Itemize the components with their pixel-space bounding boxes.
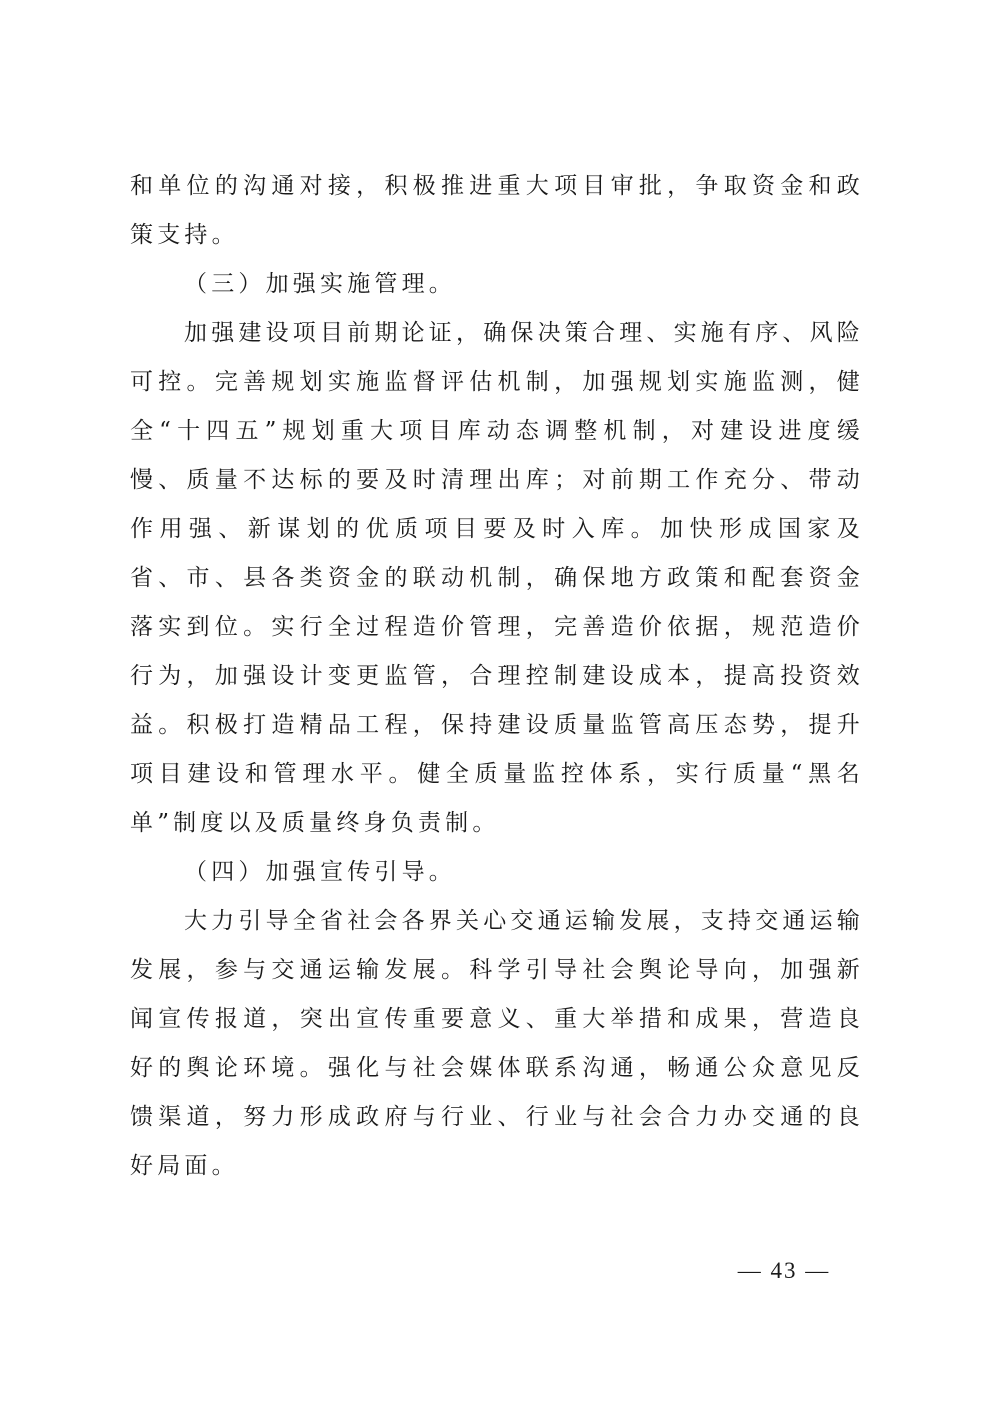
- section-heading-3: （三）加强实施管理。: [184, 271, 456, 297]
- paragraph-publicity-guidance: 大力引导全省社会各界关心交通运输发展，支持交通运输发展，参与交通运输发展。科学引导社会舆论导向，加强新闻宣传报道，突出宣传重要意义、重大举措和成果，营造良好的舆论环境。强化与社会媒体联系沟通，畅通公众意见反馈渠道，努力形成政府与行业、行业与社会合力办交通的良好局面。: [130, 908, 864, 1179]
- body-text: [130, 162, 864, 1191]
- paragraph-continuation: 和单位的沟通对接，积极推进重大项目审批，争取资金和政策支持。: [130, 173, 864, 248]
- page-number: — 43 —: [737, 1258, 831, 1283]
- section-heading-4: （四）加强宣传引导。: [184, 859, 456, 885]
- paragraph-implementation-management: 加强建设项目前期论证，确保决策合理、实施有序、风险可控。完善规划实施监督评估机制，加强规划实施监测，健全“十四五”规划重大项目库动态调整机制，对建设进度缓慢、质量不达标的要及时清理出库；对前期工作充分、带动作用强、新谋划的优质项目要及时入库。加快形成国家及省、市、县各类资金的联动机制，确保地方政策和配套资金落实到位。实行全过程造价管理，完善造价依据，规范造价行为，加强设计变更监管，合理控制建设成本，提高投资效益。积极打造精品工程，保持建设质量监管高压态势，提升项目建设和管理水平。健全质量监控体系，实行质量“黑名单”制度以及质量终身负责制。: [130, 320, 864, 836]
